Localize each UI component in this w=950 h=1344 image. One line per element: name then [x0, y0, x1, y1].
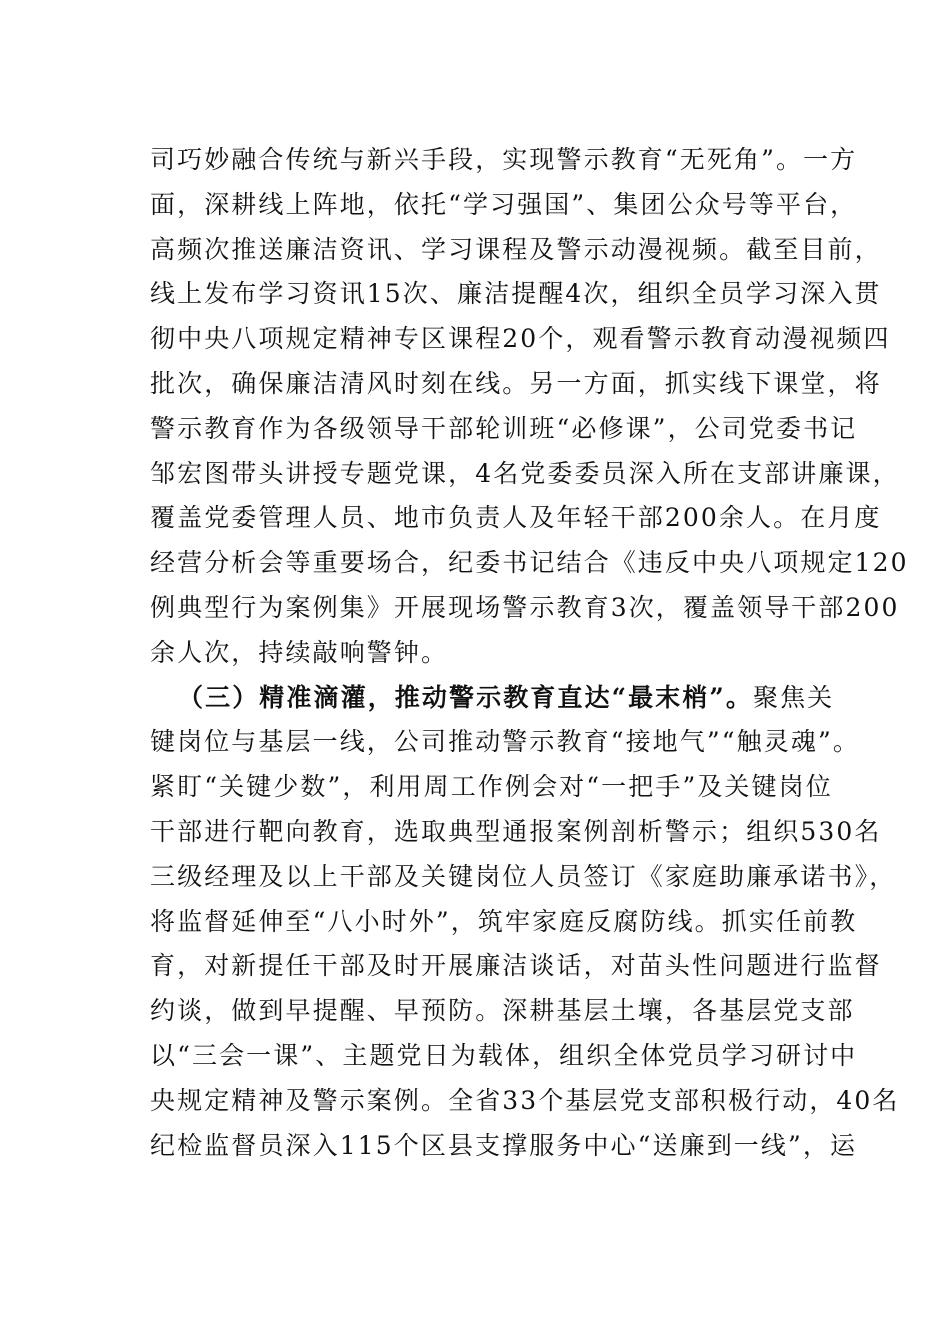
- text-line: 司巧妙融合传统与新兴手段，实现警示教育“无死角”。一方: [150, 145, 858, 174]
- text-line: 例典型行为案例集》开展现场警示教育3次，覆盖领导干部200: [150, 592, 900, 622]
- text-line: 线上发布学习资讯15次、廉洁提醒4次，组织全员学习深入贯: [150, 279, 882, 309]
- text-line: 三级经理及以上干部及关键岗位人员签订《家庭助廉承诺书》，: [150, 861, 897, 891]
- text-line: 约谈，做到早提醒、早预防。深耕基层土壤，各基层党支部: [150, 996, 855, 1026]
- section-heading: （三）精准滴灌，推动警示教育直达“最末梢”。: [178, 682, 753, 712]
- text-line: 以“三会一课”、主题党日为载体，组织全体党员学习研讨中: [150, 1040, 858, 1070]
- text-line: 批次，确保廉洁清风时刻在线。另一方面，抓实线下课堂，将: [150, 368, 882, 398]
- text-line: 余人次，持续敲响警钟。: [150, 637, 449, 667]
- text-line: 育，对新提任干部及时开展廉洁谈话，对苗头性问题进行监督: [150, 951, 882, 981]
- text-line: 干部进行靶向教育，选取典型通报案例剖析警示；组织530名: [150, 816, 882, 846]
- text-line: 紧盯“关键少数”，利用周工作例会对“一把手”及关键岗位: [150, 772, 833, 802]
- text-line: 面，深耕线上阵地，依托“学习强国”、集团公众号等平台，: [150, 189, 858, 219]
- section-heading-tail: 聚焦关: [752, 682, 835, 712]
- text-line: 央规定精神及警示案例。全省33个基层党支部积极行动，40名: [150, 1085, 900, 1115]
- section-heading-line: [150, 676, 835, 721]
- text-line: 彻中央八项规定精神专区课程20个，观看警示教育动漫视频四: [150, 324, 891, 354]
- text-line: 将监督延伸至“八小时外”，筑牢家庭反腐防线。抓实任前教: [150, 906, 858, 936]
- body-text: [150, 138, 909, 1168]
- text-line: 纪检监督员深入115个区县支撑服务中心“送廉到一线”，运: [150, 1130, 858, 1160]
- text-line: 覆盖党委管理人员、地市负责人及年轻干部200余人。在月度: [150, 503, 882, 533]
- text-line: 警示教育作为各级领导干部轮训班“必修课”，公司党委书记: [150, 413, 858, 443]
- text-line: 邹宏图带头讲授专题党课，4名党委委员深入所在支部讲廉课，: [150, 458, 900, 488]
- text-line: 键岗位与基层一线，公司推动警示教育“接地气”“触灵魂”。: [150, 727, 860, 757]
- text-line: 经营分析会等重要场合，纪委书记结合《违反中央八项规定120: [150, 548, 909, 578]
- text-line: 高频次推送廉洁资讯、学习课程及警示动漫视频。截至目前，: [150, 234, 882, 264]
